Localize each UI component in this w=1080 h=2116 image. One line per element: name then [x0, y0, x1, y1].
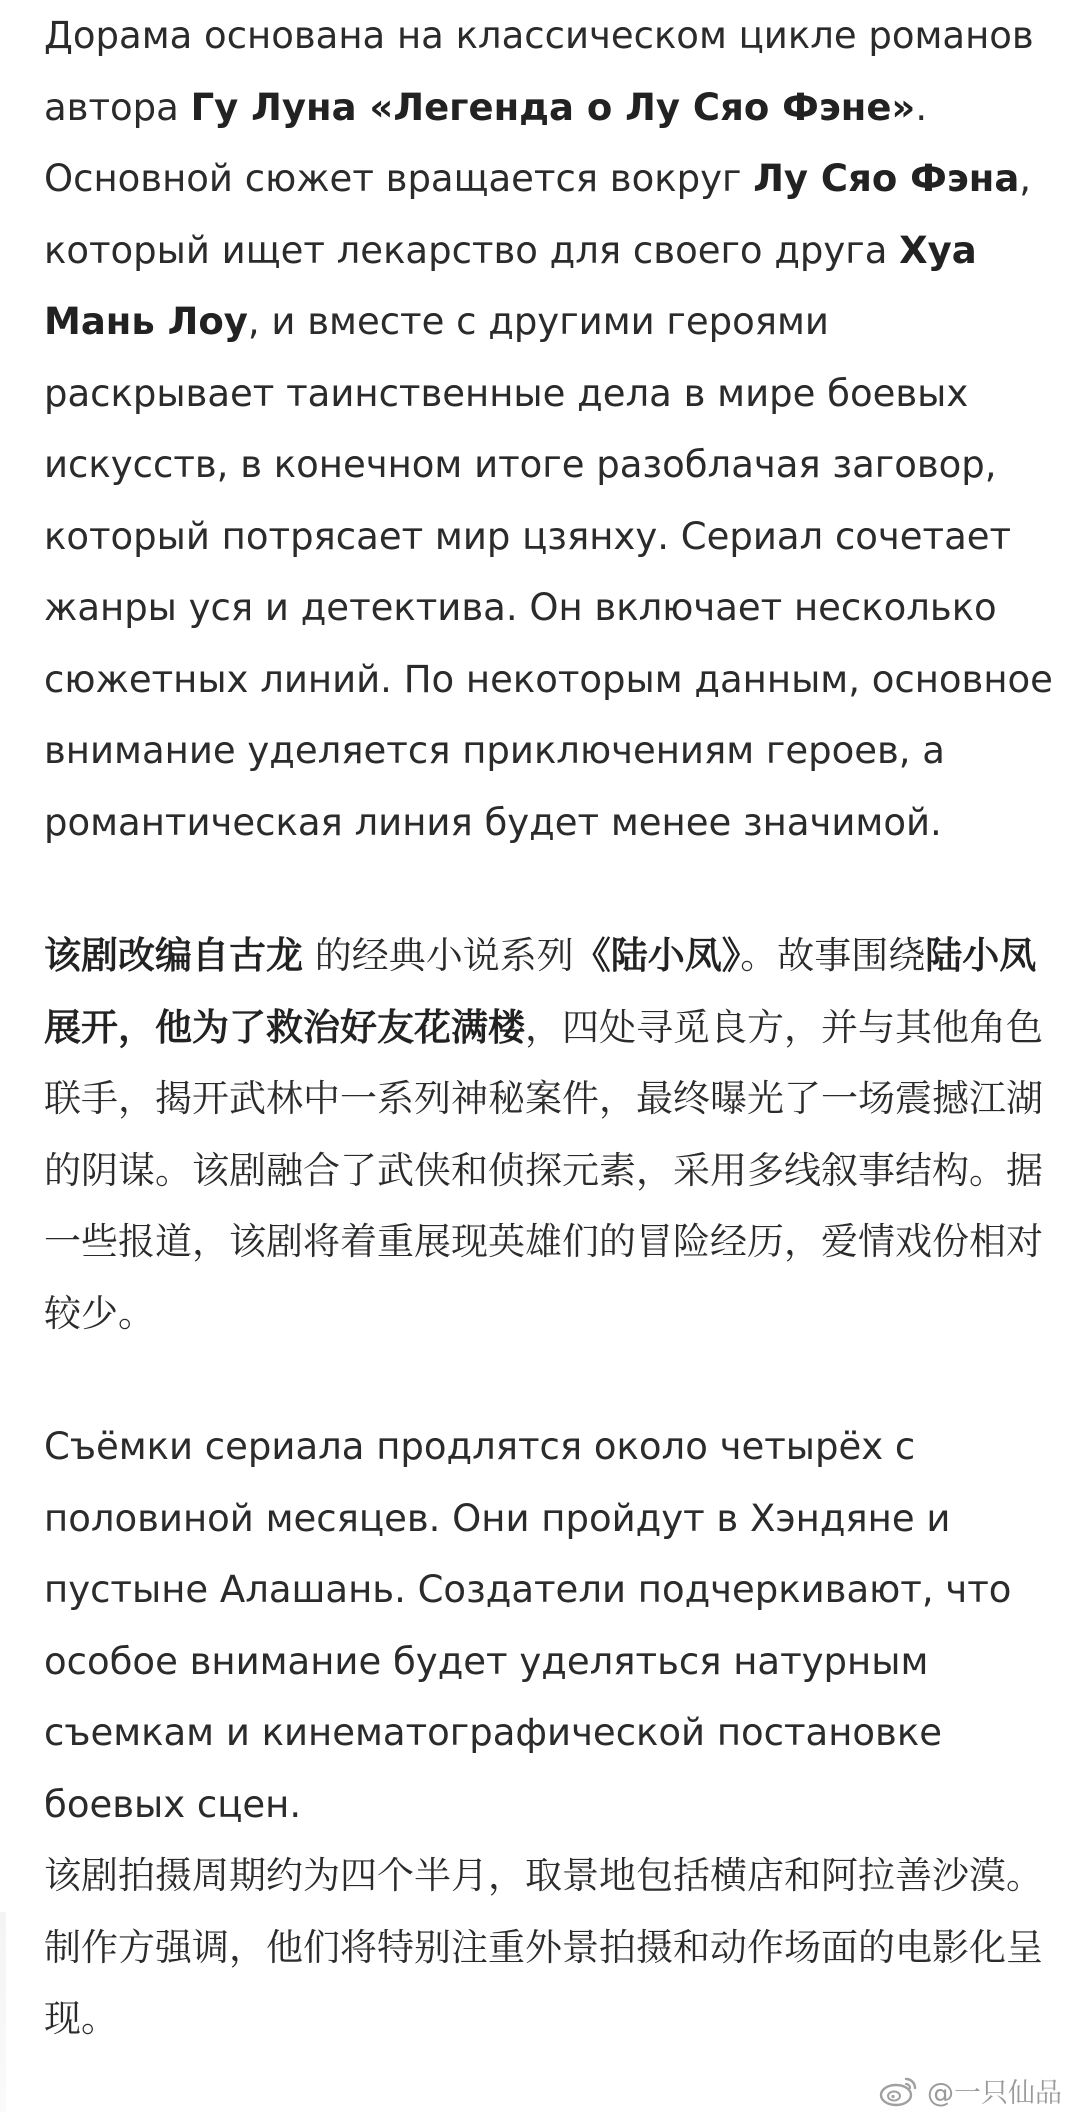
paragraph-russian-1 — [44, 0, 1054, 858]
text: Дорама основана на классическом цикле романов автора — [44, 14, 1034, 129]
text: ，四处寻觅良方，并与其他角色联手，揭开武林中一系列神秘案件，最终曝光了一场震撼江湖的阴谋。该剧融合了武侠和侦探元素，采用多线叙事结构。据一些报道，该剧将着重展现英雄们的冒险经历，爱情戏份相对较少。 — [44, 1005, 1043, 1335]
text: 。故事围绕 — [740, 934, 926, 977]
bold-title: Гу Луна «Легенда о Лу Сяо Фэне» — [190, 85, 916, 129]
article-body — [44, 0, 1054, 2055]
text: 的经典小说系列 — [303, 934, 574, 977]
text: . Основной сюжет вращается вокруг — [44, 85, 928, 200]
bold-name: Лу Сяо Фэна — [753, 157, 1020, 200]
weibo-watermark — [879, 2071, 1062, 2110]
watermark-text: @一只仙品 — [927, 2078, 1062, 2109]
paragraph-russian-2: Съёмки сериала продлятся около четырёх с половиной месяцев. Они пройдут в Хэндяне и пустыне Алашань. Создатели подчеркивают, что особое внимание будет уделяться натурным съемкам и кинематографической постановке боевых сцен. — [44, 1425, 1012, 1826]
text: , и вместе с другими героями раскрывает таинственные дела в мире боевых искусств, в конечном итоге разоблачая заговор, который потрясает мир цзянху. Сериал сочетает жанры уся и детектива. Он включает несколько сюжетных линий. По некоторым данным, основное внимание уделяется приключениям героев, а романтическая линия будет менее значимой. — [44, 300, 1053, 844]
weibo-icon — [879, 2074, 919, 2108]
bold-title: 《陆小凤》 — [573, 934, 741, 977]
edge-shadow — [0, 1912, 6, 2112]
paragraph-chinese-1 — [44, 920, 1054, 1349]
bold-name: Хуа Мань Лоу — [44, 228, 977, 343]
paragraph-chinese-2: 该剧拍摄周期约为四个半月，取景地包括横店和阿拉善沙漠。制作方强调，他们将特别注重外景拍摄和动作场面的电影化呈现。 — [44, 1854, 1043, 2040]
bold-text: 陆小凤展开，他为了救治好友花满楼 — [44, 934, 1037, 1049]
text: , который ищет лекарство для своего друга — [44, 157, 1032, 272]
bold-text: 该剧改编自古龙 — [44, 934, 303, 977]
